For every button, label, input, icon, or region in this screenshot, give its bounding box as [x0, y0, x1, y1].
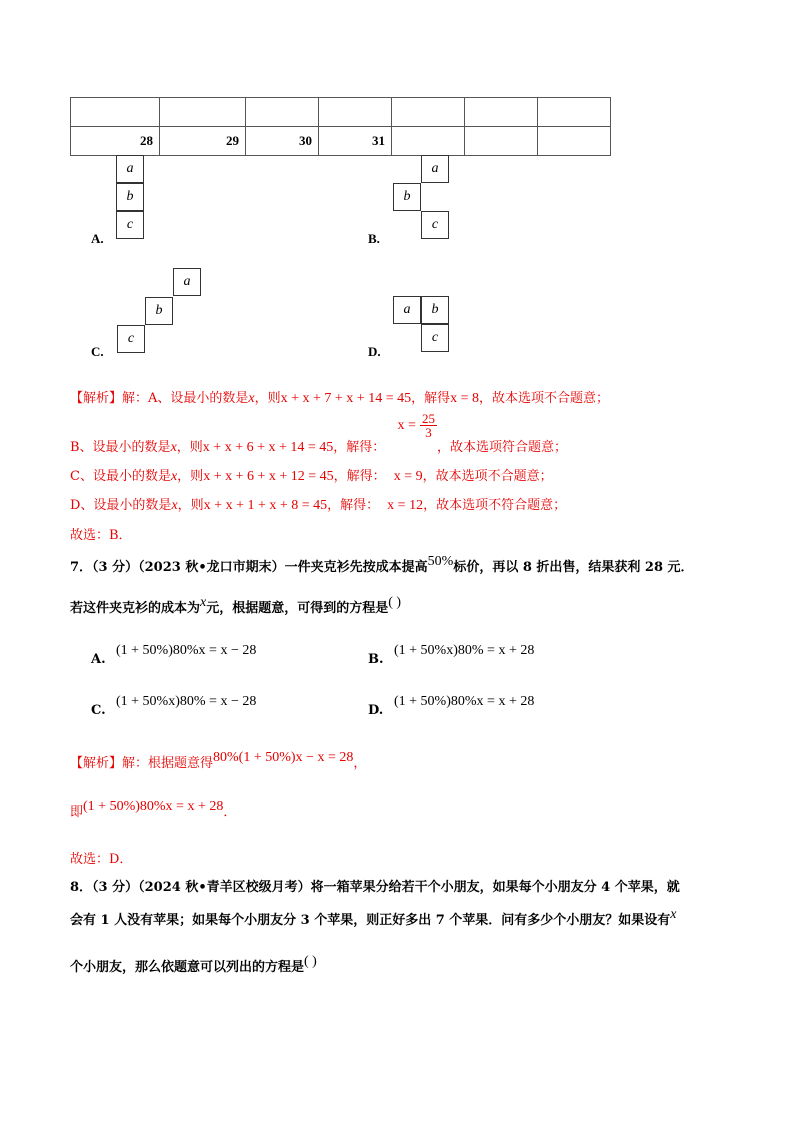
- q8-stem-line-3: [70, 956, 317, 976]
- calendar-cell: 28: [71, 127, 160, 156]
- q6-solution-line-b: [70, 411, 567, 455]
- calendar-cell: 31: [319, 127, 392, 156]
- option-label: C.: [91, 703, 106, 718]
- q6-answer: 故选：B．: [70, 528, 132, 543]
- text: 【解析】解：A、设最小的数是: [70, 391, 249, 406]
- box-c: c: [117, 325, 145, 353]
- percent: 50%: [427, 554, 454, 569]
- text: ，故本选项不合题意；: [422, 469, 553, 484]
- text: ，: [353, 756, 367, 771]
- var: x: [170, 469, 178, 484]
- option-label: B.: [368, 652, 384, 667]
- option-label: D.: [368, 703, 384, 718]
- text: ，解得：: [327, 498, 380, 513]
- q7-stem-line-1: [70, 556, 694, 576]
- option-expression: (1 + 50%)80%x = x − 28: [116, 643, 257, 658]
- calendar-cell: [71, 98, 160, 127]
- text: 即: [70, 805, 84, 820]
- box-a: a: [393, 296, 421, 324]
- text: 标价，再以 8 折出售，结果获利 28 元．: [453, 560, 694, 575]
- equation: 80%(1 + 50%)x − x = 28: [213, 750, 354, 765]
- calendar-cell: [465, 98, 538, 127]
- text: ，解得: [411, 391, 451, 406]
- q7-stem-line-2: [70, 597, 401, 617]
- equation: x + x + 1 + x + 8 = 45: [203, 498, 328, 513]
- result: x = 12: [387, 498, 424, 513]
- option-expression: (1 + 50%)80%x = x + 28: [394, 694, 535, 709]
- var: x: [200, 595, 207, 610]
- calendar-cell: 29: [160, 127, 246, 156]
- text: 个小朋友，那么依题意可以列出的方程是: [70, 960, 305, 975]
- text: ，解得：: [333, 440, 386, 455]
- box-b: b: [421, 296, 449, 324]
- result-lhs: x =: [397, 418, 416, 433]
- calendar-row: [71, 127, 611, 156]
- option-expression: (1 + 50%x)80% = x − 28: [116, 694, 257, 709]
- equation: x + x + 6 + x + 14 = 45: [202, 440, 334, 455]
- calendar-cell: [392, 127, 465, 156]
- box-b: b: [116, 183, 144, 211]
- text: C、设最小的数是: [70, 469, 171, 484]
- answer-blank: ( ): [388, 595, 402, 610]
- text: ，故本选项不符合题意；: [423, 498, 567, 513]
- text: ，则: [176, 440, 203, 455]
- text: 会有 1 人没有苹果；如果每个小朋友分 3 个苹果，则正好多出 7 个苹果．问有多少个小朋友？如果设有: [70, 913, 671, 928]
- box-a: a: [421, 155, 449, 183]
- box-a: a: [116, 155, 144, 183]
- option-label: B.: [368, 231, 380, 246]
- box-c: c: [116, 211, 144, 239]
- var: x: [670, 907, 677, 922]
- numerator: 25: [421, 411, 435, 426]
- option-label: A.: [91, 652, 106, 667]
- var: x: [171, 498, 178, 513]
- result: x = 8: [450, 391, 480, 406]
- box-b: b: [145, 297, 173, 325]
- q7-solution-line-1: [70, 752, 366, 772]
- q7-answer: 故选：D．: [70, 852, 133, 867]
- q6-solution-line-a: [70, 387, 609, 407]
- text: 7．（3 分）（2023 秋•龙口市期末）一件夹克衫先按成本提高: [70, 560, 428, 575]
- text: 若这件夹克衫的成本为: [70, 601, 201, 616]
- text: ．: [223, 805, 237, 820]
- equation: x + x + 6 + x + 12 = 45: [203, 469, 334, 484]
- var: x: [170, 440, 177, 455]
- text: ，则: [177, 469, 204, 484]
- q8-stem-line-1: 8．（3 分）（2024 秋•青羊区校级月考）将一箱苹果分给若干个小朋友，如果每个小朋友分 4 个苹果，就: [70, 880, 680, 895]
- box-a: a: [173, 268, 201, 296]
- calendar-cell: [538, 98, 611, 127]
- text: ，则: [254, 391, 281, 406]
- text: D、设最小的数是: [70, 498, 172, 513]
- calendar-cell: [538, 127, 611, 156]
- q8-stem-line-2: [70, 909, 677, 929]
- text: ，故本选项不合题意；: [479, 391, 610, 406]
- result: x = 9: [393, 469, 423, 484]
- calendar-cell: [465, 127, 538, 156]
- equation: (1 + 50%)80%x = x + 28: [83, 799, 224, 814]
- option-label: A.: [91, 231, 104, 246]
- answer-blank: ( ): [304, 954, 317, 969]
- calendar-row: [71, 98, 611, 127]
- q6-solution-line-c: [70, 465, 553, 485]
- calendar-cell: [160, 98, 246, 127]
- text: 【解析】解：根据题意得: [70, 756, 214, 771]
- option-expression: (1 + 50%x)80% = x + 28: [394, 643, 535, 658]
- box-c: c: [421, 324, 449, 352]
- option-label: C.: [91, 344, 104, 359]
- option-label: D.: [368, 344, 381, 359]
- text: B、设最小的数是: [70, 440, 171, 455]
- box-c: c: [421, 211, 449, 239]
- denominator: 3: [425, 425, 432, 440]
- text: 元，根据题意，可得到的方程是: [206, 601, 389, 616]
- q6-solution-line-d: [70, 494, 566, 514]
- calendar-cell: [319, 98, 392, 127]
- var: x: [248, 391, 255, 406]
- calendar-cell: 30: [246, 127, 319, 156]
- fraction: [420, 412, 437, 439]
- text: ，故本选项符合题意；: [436, 440, 567, 455]
- q7-solution-line-2: [70, 801, 236, 821]
- equation: x + x + 7 + x + 14 = 45: [280, 391, 412, 406]
- calendar-table: [70, 97, 611, 156]
- text: ，解得：: [333, 469, 386, 484]
- calendar-cell: [246, 98, 319, 127]
- box-b: b: [393, 183, 421, 211]
- calendar-cell: [392, 98, 465, 127]
- text: ，则: [177, 498, 204, 513]
